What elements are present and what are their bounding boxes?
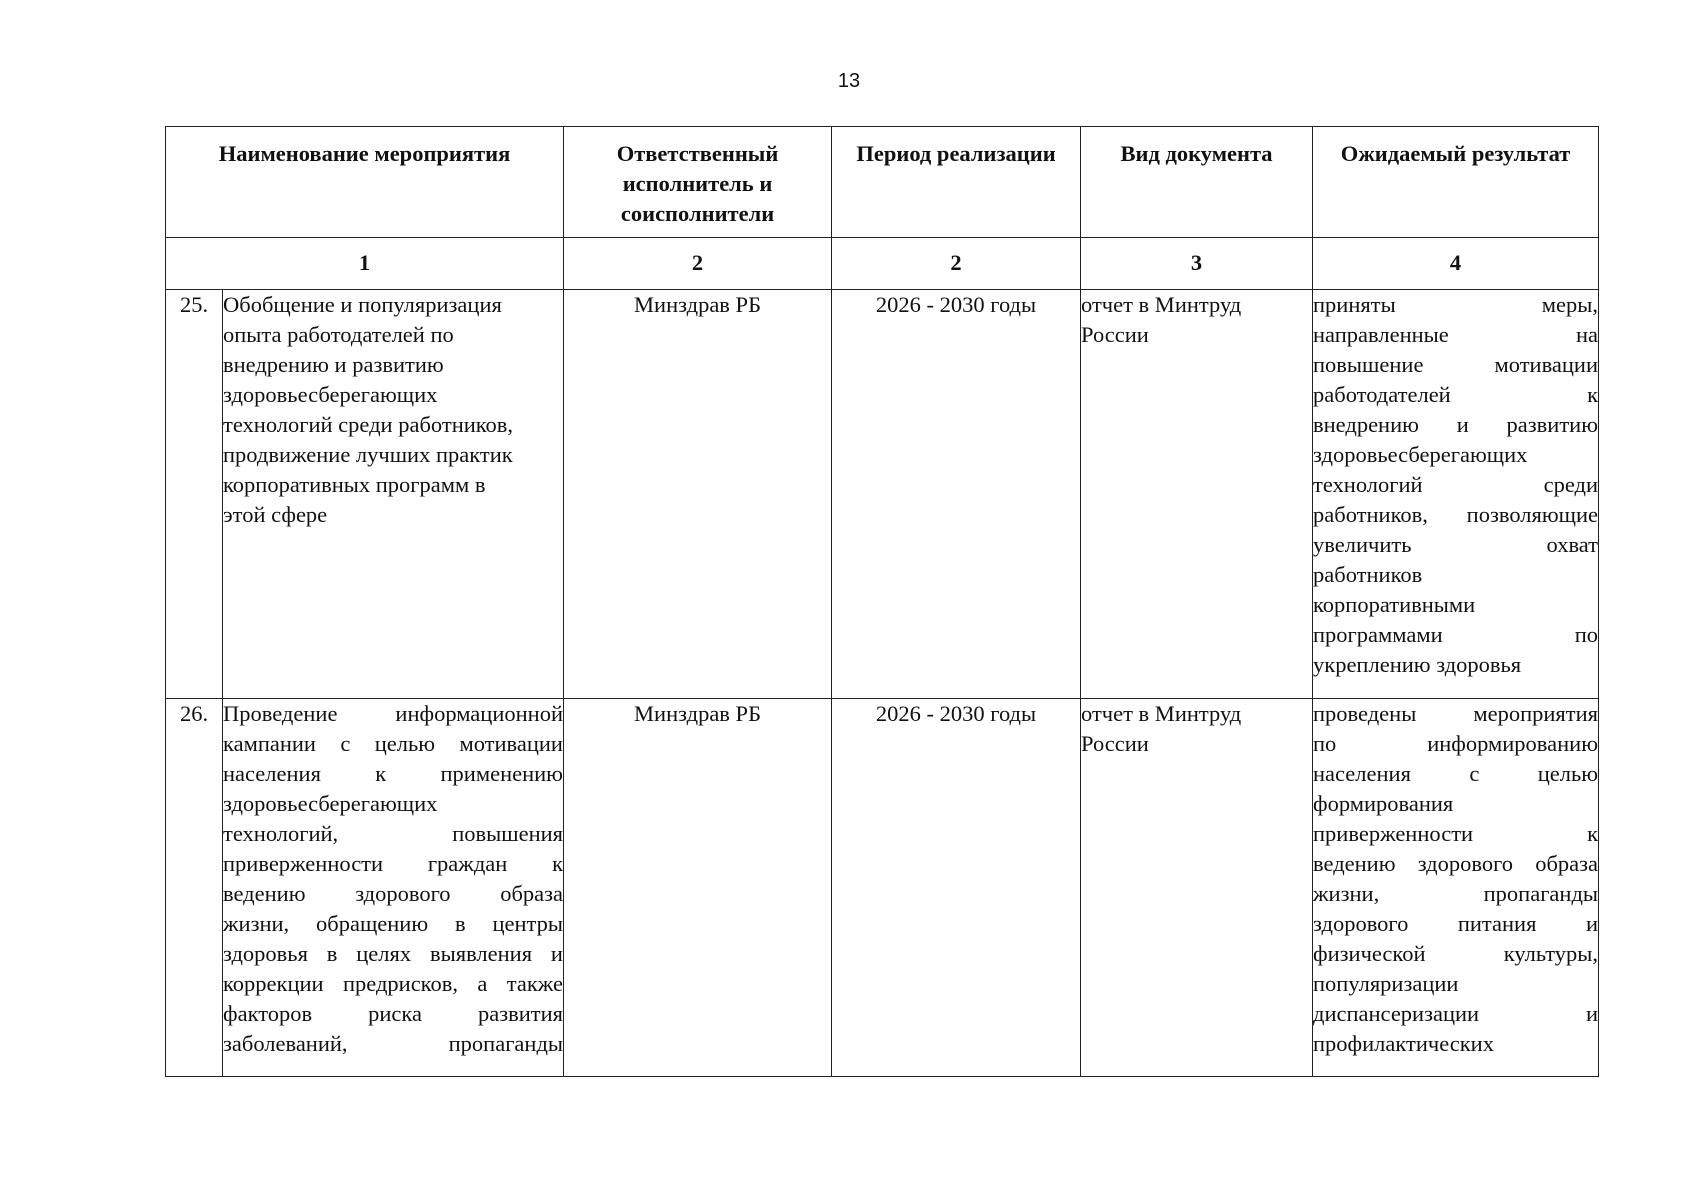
word: заболеваний, <box>223 1031 348 1056</box>
word: внедрению <box>1313 412 1419 437</box>
word: среди <box>1543 472 1599 497</box>
text-line <box>1313 909 1598 939</box>
text-line <box>1313 999 1598 1029</box>
expected-result <box>1313 699 1599 1077</box>
word: к <box>1587 382 1599 407</box>
header-result: Ожидаемый результат <box>1313 127 1599 238</box>
word: применению <box>440 761 563 786</box>
word: технологий, <box>223 821 339 846</box>
expected-result <box>1313 290 1599 699</box>
column-number: 2 <box>564 238 832 290</box>
text-line <box>1313 759 1598 789</box>
doc-type <box>1081 290 1313 699</box>
word: приверженности <box>1313 821 1474 846</box>
word: предрисков, <box>342 971 458 996</box>
word: работников, <box>1313 502 1428 527</box>
word: а <box>477 971 488 996</box>
word: приверженности <box>223 851 384 876</box>
word: к <box>552 851 563 876</box>
text-line <box>223 909 563 939</box>
word: развитию <box>1506 412 1599 437</box>
text-line <box>1313 500 1598 530</box>
text-line <box>223 999 563 1029</box>
word: ведению <box>1313 851 1396 876</box>
word: и <box>1585 911 1598 936</box>
header-responsible-line: соисполнители <box>620 201 775 226</box>
word: в <box>454 911 466 936</box>
text-line: продвижение лучших практик <box>223 442 513 467</box>
text-line <box>1313 729 1598 759</box>
text-line <box>1313 650 1598 680</box>
word: информационной <box>395 701 564 726</box>
word: пропаганды <box>1483 881 1599 906</box>
word: здоровья <box>1436 652 1522 677</box>
word: также <box>506 971 563 996</box>
word: увеличить <box>1313 532 1412 557</box>
word: граждан <box>427 851 508 876</box>
word: к <box>1587 821 1599 846</box>
word: физической <box>1313 941 1426 966</box>
table-row <box>166 699 1599 1077</box>
word: обращению <box>316 911 429 936</box>
word: Проведение <box>223 701 338 726</box>
word: и <box>1456 412 1469 437</box>
word: жизни, <box>1313 881 1380 906</box>
text-line <box>223 969 563 999</box>
text-line: Обобщение и популяризация <box>223 292 502 317</box>
table-row <box>166 290 1599 699</box>
word: формирования <box>1313 791 1454 816</box>
header-doc-type: Вид документа <box>1081 127 1313 238</box>
word: целью <box>1537 761 1599 786</box>
row-number: 26. <box>166 699 223 1077</box>
word: факторов <box>223 1001 313 1026</box>
header-name: Наименование мероприятия <box>166 127 564 238</box>
word: жизни, <box>223 911 290 936</box>
text-line <box>1313 1029 1598 1059</box>
word: укреплению <box>1313 652 1431 677</box>
text-line <box>1313 789 1598 819</box>
column-number: 1 <box>166 238 564 290</box>
word: здоровьесберегающих <box>223 791 438 816</box>
word: информированию <box>1427 731 1599 756</box>
text-line <box>223 849 563 879</box>
word: риска <box>368 1001 422 1026</box>
text-line <box>1313 470 1598 500</box>
text-line <box>1313 320 1598 350</box>
header-row <box>166 127 1599 238</box>
word: работодателей <box>1313 382 1451 407</box>
word: диспансеризации <box>1313 1001 1480 1026</box>
word: населения <box>223 761 321 786</box>
word: и <box>1585 1001 1599 1026</box>
text-line: России <box>1081 731 1149 756</box>
word: популяризации <box>1313 971 1459 996</box>
word: проведены <box>1313 701 1417 726</box>
word: в <box>326 941 338 966</box>
word: здорового <box>1417 851 1514 876</box>
word: культуры, <box>1503 941 1599 966</box>
text-line <box>1313 350 1598 380</box>
text-line <box>1313 590 1598 620</box>
word: мотивации <box>1494 352 1599 377</box>
word: программами <box>1313 622 1443 647</box>
word: населения <box>1313 761 1411 786</box>
word: здоровья <box>223 941 308 966</box>
period: 2026 - 2030 годы <box>832 699 1081 1077</box>
word: и <box>550 941 563 966</box>
period: 2026 - 2030 годы <box>832 290 1081 699</box>
word: позволяющие <box>1466 502 1599 527</box>
row-number: 25. <box>166 290 223 699</box>
responsible: Минздрав РБ <box>564 290 832 699</box>
text-line: технологий среди работников, <box>223 412 514 437</box>
text-line: этой сфере <box>223 502 328 527</box>
word: коррекции <box>223 971 324 996</box>
text-line <box>223 939 563 969</box>
word: питания <box>1457 911 1537 936</box>
word: мероприятия <box>1473 701 1599 726</box>
word: работников <box>1313 562 1423 587</box>
text-line: корпоративных программ в <box>223 472 486 497</box>
doc-type <box>1081 699 1313 1077</box>
word: выявления <box>429 941 533 966</box>
text-line: отчет в Минтруд <box>1081 292 1242 317</box>
word: охват <box>1546 532 1599 557</box>
events-table <box>165 126 1599 1077</box>
text-line <box>1313 879 1598 909</box>
word: корпоративными <box>1313 592 1476 617</box>
word: здорового <box>1313 911 1409 936</box>
word: здорового <box>355 881 451 906</box>
header-responsible-line: исполнитель и <box>622 171 773 196</box>
word: профилактических <box>1313 1031 1494 1056</box>
word: центры <box>492 911 563 936</box>
page-number: 13 <box>837 70 861 92</box>
text-line <box>223 729 563 759</box>
text-line: отчет в Минтруд <box>1081 701 1242 726</box>
column-number: 2 <box>832 238 1081 290</box>
header-responsible-line: Ответственный <box>616 141 779 166</box>
word: по <box>1574 622 1599 647</box>
word: на <box>1575 322 1599 347</box>
word: целях <box>356 941 412 966</box>
word: целью <box>374 731 436 756</box>
header-responsible <box>564 127 832 238</box>
text-line <box>1313 849 1598 879</box>
text-line: России <box>1081 322 1149 347</box>
text-line <box>1313 620 1598 650</box>
word: повышения <box>452 821 564 846</box>
column-number: 3 <box>1081 238 1313 290</box>
responsible: Минздрав РБ <box>564 699 832 1077</box>
text-line <box>223 879 563 909</box>
text-line <box>223 699 563 729</box>
word: с <box>1469 761 1480 786</box>
text-line <box>1313 939 1598 969</box>
word: по <box>1313 731 1337 756</box>
text-line: здоровьесберегающих <box>223 382 438 407</box>
word: кампании <box>223 731 316 756</box>
word: пропаганды <box>448 1031 564 1056</box>
word: меры, <box>1541 292 1599 317</box>
column-number-row <box>166 238 1599 290</box>
word: с <box>340 731 351 756</box>
word: мотивации <box>459 731 563 756</box>
text-line <box>223 1029 563 1059</box>
header-period: Период реализации <box>832 127 1081 238</box>
text-line <box>1313 819 1598 849</box>
event-name <box>223 699 564 1077</box>
text-line <box>1313 699 1598 729</box>
text-line <box>1313 440 1598 470</box>
text-line <box>223 819 563 849</box>
word: образа <box>1535 851 1599 876</box>
text-line <box>1313 380 1598 410</box>
word: к <box>375 761 387 786</box>
word: образа <box>500 881 563 906</box>
text-line: внедрению и развитию <box>223 352 444 377</box>
word: повышение <box>1313 352 1424 377</box>
text-line <box>1313 969 1598 999</box>
text-line <box>1313 560 1598 590</box>
column-number: 4 <box>1313 238 1599 290</box>
text-line <box>223 759 563 789</box>
text-line <box>1313 290 1598 320</box>
word: приняты <box>1313 292 1396 317</box>
event-name <box>223 290 564 699</box>
word: развития <box>477 1001 563 1026</box>
word: здоровьесберегающих <box>1313 442 1528 467</box>
word: направленные <box>1313 322 1449 347</box>
text-line <box>1313 410 1598 440</box>
text-line: опыта работодателей по <box>223 322 454 347</box>
word: ведению <box>223 881 306 906</box>
text-line <box>1313 530 1598 560</box>
text-line <box>223 789 563 819</box>
word: технологий <box>1313 472 1423 497</box>
